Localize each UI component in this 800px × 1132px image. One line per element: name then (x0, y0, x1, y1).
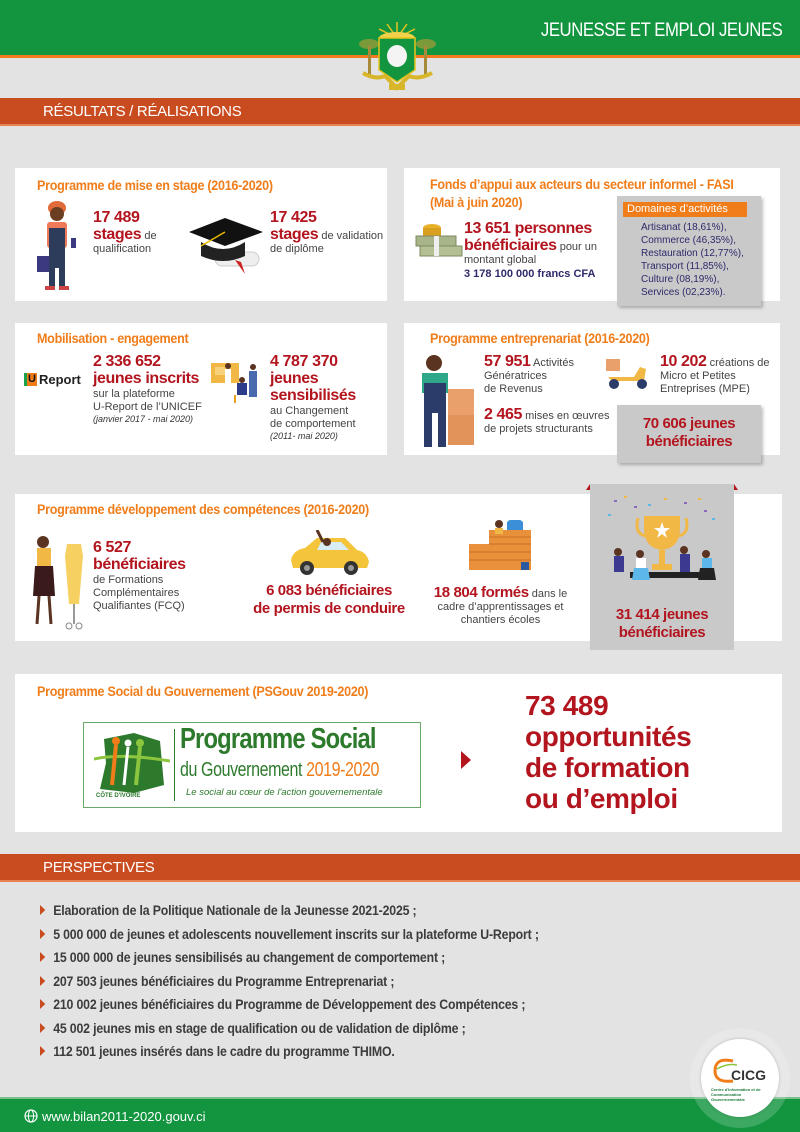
psgouv-logo (83, 722, 421, 808)
stage-qualif-word: stages (93, 226, 142, 243)
money-stack-illustration (414, 220, 464, 262)
awareness-session-illustration (211, 361, 263, 405)
competences-total-line2: bénéficiaires (618, 624, 706, 641)
fasi-text2: montant global (464, 254, 537, 266)
apprentissage-text2: cadre d’apprentissages et (437, 601, 564, 613)
fcq-word: bénéficiaires (93, 556, 186, 573)
bullet-arrow-icon (40, 952, 45, 962)
psgouv-logo-subtitle: du Gouvernement (180, 759, 307, 781)
card-title-fasi-line1: Fonds d’appui aux acteurs du secteur informel - FASI (430, 177, 734, 192)
seamstress-illustration (31, 534, 91, 630)
bullet-arrow-icon (40, 999, 45, 1009)
bullet-arrow-icon (40, 1023, 45, 1033)
fcq-text3: Qualifiantes (FCQ) (93, 600, 185, 612)
ureport-logo-letter: U (24, 373, 37, 386)
perspective-item (40, 926, 539, 950)
psgouv-logo-country: CÔTE D'IVOIRE (96, 793, 141, 799)
card-title-mobilisation: Mobilisation - engagement (37, 331, 189, 346)
fasi-text1: pour un (556, 241, 598, 253)
stage-diplome-text2: de diplôme (270, 243, 324, 255)
perspective-text: 5 000 000 de jeunes et adolescents nouvellement inscrits sur la plateforme U-Report ; (53, 925, 539, 942)
ureport-period: (janvier 2017 - mai 2020) (93, 414, 194, 424)
apprentissage-text1: dans le (528, 588, 568, 600)
bullet-arrow-icon (40, 929, 45, 939)
mpe-text1: créations de (706, 357, 770, 369)
ureport-text1: sur la plateforme (93, 388, 175, 400)
permis-line1: 6 083 bénéficiaires (266, 582, 392, 599)
sensibilises-word1: jeunes (270, 370, 319, 387)
agr-text1: Activités (530, 357, 574, 369)
perspective-text: 45 002 jeunes mis en stage de qualification ou de validation de diplôme ; (53, 1019, 466, 1036)
agr-text3: de Revenus (484, 383, 543, 395)
psgouv-result-line3: de formation (525, 752, 690, 783)
worker-with-boxes-illustration (414, 353, 476, 449)
perspective-text: 15 000 000 de jeunes sensibilisés au changement de comportement ; (53, 949, 446, 965)
mpe-number: 10 202 (660, 353, 707, 370)
agr-number: 57 951 (484, 353, 531, 370)
perspective-text: 112 501 jeunes insérés dans le cadre du programme THIMO. (53, 1043, 395, 1059)
domain-item: Commerce (46,35%), (641, 235, 737, 246)
worker-illustration (37, 198, 87, 292)
section-bar-results (0, 98, 800, 126)
trophy-celebration-illustration (604, 494, 720, 594)
fasi-domains-box (617, 196, 761, 306)
psgouv-logo-tagline: Le social au cœur de l'action gouvernementale (186, 787, 383, 798)
apprentissage-text3: chantiers écoles (460, 614, 541, 626)
domain-item: Services (02,23%). (641, 287, 726, 298)
card-title-stage: Programme de mise en stage (2016-2020) (37, 178, 273, 193)
sensibilises-text2: de comportement (270, 418, 356, 430)
mason-bricks-illustration (469, 520, 531, 570)
fcq-text1: de Formations (93, 574, 164, 586)
ureport-text2: U-Report de l’UNICEF (93, 401, 202, 413)
projets-text2: de projets structurants (484, 423, 593, 435)
psgouv-logo-years: 2019-2020 (306, 759, 380, 781)
fcq-number: 6 527 (93, 539, 132, 556)
domain-item: Culture (08,19%), (641, 274, 720, 285)
entrepreneuriat-total-line2: bénéficiaires (645, 433, 733, 450)
bullet-arrow-icon (40, 976, 45, 986)
domain-item: Transport (11,85%), (641, 261, 729, 272)
perspective-item (40, 902, 539, 926)
stage-diplome-number: 17 425 (270, 209, 317, 226)
footer-bar (0, 1097, 800, 1132)
psgouv-logo-divider (174, 729, 175, 801)
card-title-fasi-line2: (Mai à juin 2020) (430, 195, 523, 210)
perspective-text: 207 503 jeunes bénéficiaires du Programme Entreprenariat ; (53, 972, 395, 989)
apprentissage-number: 18 804 formés (433, 584, 529, 601)
fasi-beneficiaries-word: bénéficiaires (464, 237, 557, 254)
perspective-item (40, 949, 539, 973)
card-psgouv (15, 674, 782, 832)
projets-text1: mises en œuvres (522, 410, 610, 422)
mpe-text2: Micro et Petites (660, 370, 736, 382)
taxi-car-illustration (287, 530, 371, 578)
ureport-logo-text: Report (39, 372, 81, 387)
stage-diplome-word: stages (270, 226, 319, 243)
coat-of-arms-emblem (355, 18, 440, 93)
section-title-perspectives: PERSPECTIVES (43, 859, 155, 876)
arrow-right-icon (461, 751, 471, 769)
perspective-item (40, 973, 539, 997)
perspective-item (40, 996, 539, 1020)
section-title-results: RÉSULTATS / RÉALISATIONS (43, 103, 242, 120)
competences-total-line1: 31 414 jeunes (615, 606, 709, 623)
sensibilises-number: 4 787 370 (270, 353, 338, 370)
cicg-logo-text: CICG (731, 1067, 766, 1083)
psgouv-result-line4: ou d’emploi (525, 783, 678, 814)
perspective-text: 210 002 jeunes bénéficiaires du Programme de Développement des Compétences ; (53, 996, 526, 1012)
card-title-psgouv: Programme Social du Gouvernement (PSGouv 2019-2020) (37, 684, 369, 699)
fasi-amount: 3 178 100 000 francs CFA (464, 268, 596, 280)
mpe-text3: Entreprises (MPE) (660, 383, 750, 395)
fasi-domains-title: Domaines d’activités (623, 202, 747, 217)
fasi-domains-list (641, 221, 744, 299)
domain-item: Artisanat (18,61%), (641, 222, 727, 233)
sensibilises-word2: sensibilisés (270, 387, 356, 404)
card-title-competences: Programme développement des compétences (2016-2020) (37, 502, 369, 517)
projets-number: 2 465 (484, 406, 523, 423)
permis-line2: de permis de conduire (253, 600, 405, 617)
perspective-item (40, 1043, 539, 1067)
website-link[interactable]: www.bilan2011-2020.gouv.ci (42, 1109, 206, 1124)
globe-icon (24, 1109, 38, 1123)
cicg-logo (701, 1039, 779, 1117)
stage-qualif-text2: qualification (93, 243, 152, 255)
stage-qualif-number: 17 489 (93, 209, 140, 226)
cote-divoire-map-logo (94, 729, 170, 801)
entrepreneuriat-total-box (617, 405, 761, 463)
domain-item: Restauration (12,77%), (641, 248, 744, 259)
delivery-scooter-illustration (604, 357, 652, 391)
card-stage (15, 168, 387, 301)
fcq-text2: Complémentaires (93, 587, 180, 599)
bullet-arrow-icon (40, 1046, 45, 1056)
page-title: JEUNESSE ET EMPLOI JEUNES (540, 20, 782, 41)
fasi-beneficiaries-number: 13 651 personnes (464, 220, 592, 237)
bullet-arrow-icon (40, 905, 45, 915)
card-title-entrepreneuriat: Programme entreprenariat (2016-2020) (430, 331, 650, 346)
perspectives-list (40, 902, 607, 1067)
card-mobilisation (15, 323, 387, 455)
stage-qualif-text1: de (141, 230, 157, 242)
entrepreneuriat-total-line1: 70 606 jeunes (642, 415, 736, 432)
cicg-logo-subtitle: Centre d'Information et de Communication Gouvernementale (711, 1087, 761, 1102)
competences-total-box (590, 484, 734, 650)
section-bar-perspectives (0, 854, 800, 882)
perspective-text: Elaboration de la Politique Nationale de la Jeunesse 2021-2025 ; (53, 902, 417, 918)
sensibilises-period: (2011- mai 2020) (270, 431, 338, 441)
corner-mark (734, 484, 738, 490)
graduation-cap-illustration (187, 216, 265, 280)
psgouv-result-number: 73 489 (525, 690, 609, 721)
ureport-word: jeunes inscrits (93, 370, 200, 387)
ureport-logo (24, 372, 81, 387)
sensibilises-text1: au Changement (270, 405, 349, 417)
ureport-number: 2 336 652 (93, 353, 161, 370)
psgouv-logo-title: Programme Social (180, 723, 376, 755)
psgouv-result-line2: opportunités (525, 721, 692, 752)
agr-text2: Génératrices (484, 370, 547, 382)
perspective-item (40, 1020, 539, 1044)
corner-mark (586, 484, 590, 490)
stage-diplome-text1: de validation (318, 230, 384, 242)
